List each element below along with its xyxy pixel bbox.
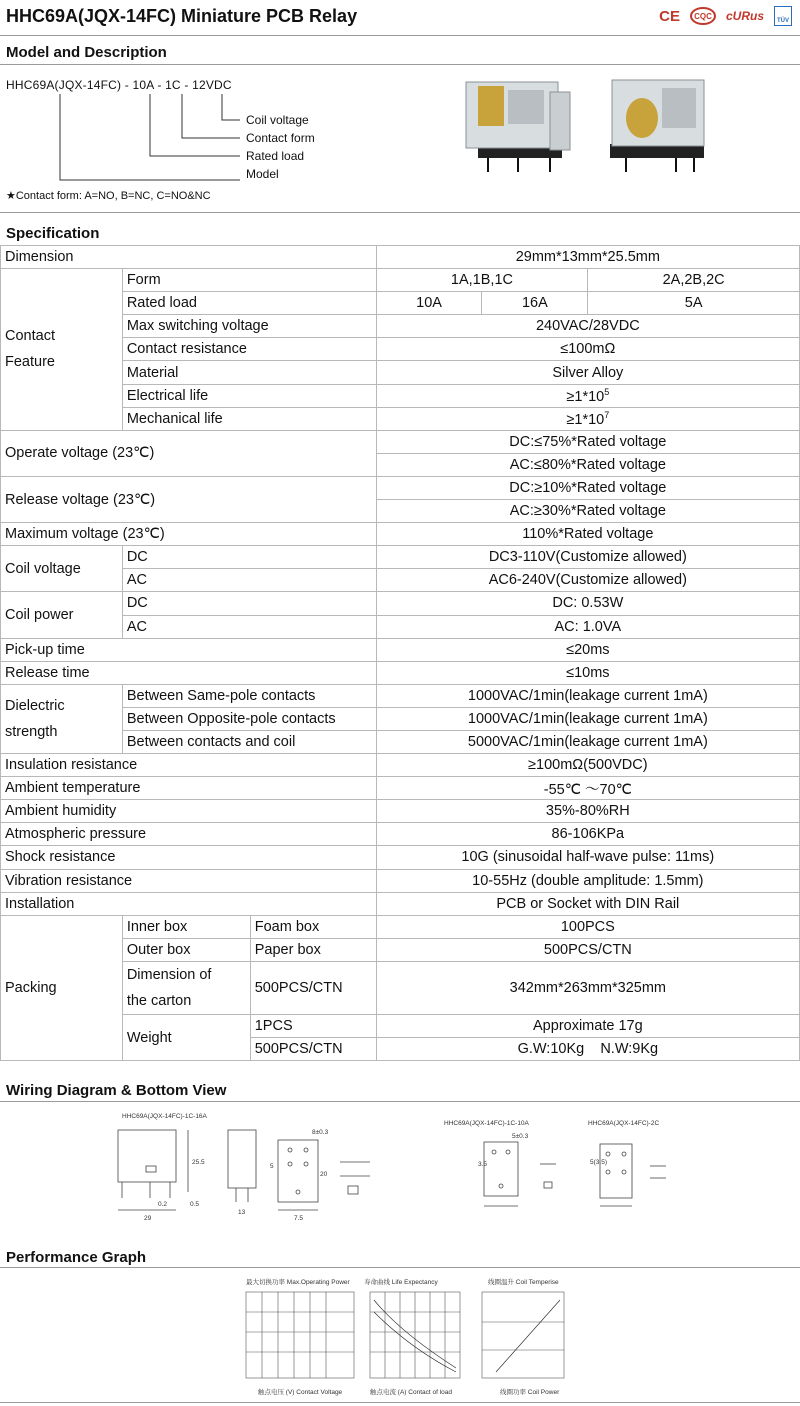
dim-label: 0.2 [158,1201,168,1208]
table-row [1,684,800,707]
spec-value: 100PCS [376,915,799,938]
spec-value: PCB or Socket with DIN Rail [376,892,799,915]
relay-photo-front [458,72,578,187]
table-row [1,430,800,453]
page-title: HHC69A(JQX-14FC) Miniature PCB Relay [6,6,358,26]
spec-sublabel: 500PCS/CTN [250,1038,376,1061]
spec-sublabel: Weight [122,1014,250,1060]
spec-sublabel: Dimension of the carton [122,961,250,1014]
spec-value: DC: 0.53W [376,592,799,615]
spec-value: 5A [588,292,800,315]
spec-label: Rated load [122,292,376,315]
spec-label-dielectric: Dielectric strength [1,684,123,753]
spec-value: ≤20ms [376,638,799,661]
dim-label: 5(3.5) [590,1159,607,1166]
spec-label: Installation [1,892,377,915]
ul-mark-icon: cURus [725,9,764,23]
spec-value: 240VAC/28VDC [376,315,799,338]
table-row [1,476,800,499]
graph-title: 最大切换功率 Max.Operating Power [246,1279,350,1286]
cqc-mark-icon: CQC [690,7,716,25]
spec-sublabel: Paper box [250,938,376,961]
legend-contact-form: Contact form [246,131,315,145]
spec-sublabel: 500PCS/CTN [250,961,376,1014]
spec-value: 342mm*263mm*325mm [376,961,799,1014]
spec-value: 10G (sinusoidal half-wave pulse: 11ms) [376,846,799,869]
spec-sublabel: Between contacts and coil [122,730,376,753]
spec-label: Maximum voltage (23℃) [1,523,377,546]
table-row [1,523,800,546]
spec-label: Contact resistance [122,338,376,361]
table-row [1,846,800,869]
spec-label: Electrical life [122,384,376,407]
certification-marks [659,6,792,26]
spec-label: Vibration resistance [1,869,377,892]
spec-label: Max switching voltage [122,315,376,338]
spec-label: Coil voltage [1,546,123,592]
section-title-model: Model and Description [6,44,167,61]
spec-value: $\ge 1*10^7$ [376,407,799,430]
table-row [1,915,800,938]
table-row [1,823,800,846]
spec-sublabel: Between Opposite-pole contacts [122,707,376,730]
spec-label: Release voltage (23℃) [1,476,377,522]
model-code-part: 12VDC [192,78,232,92]
dim-label: 20 [320,1171,328,1178]
dim-label: 13 [238,1209,246,1216]
spec-label: Ambient temperature [1,777,377,800]
section-title-wiring: Wiring Diagram & Bottom View [6,1082,227,1099]
table-row [1,269,800,292]
spec-value: AC:≤80%*Rated voltage [376,453,799,476]
spec-label: Coil power [1,592,123,638]
tuv-mark-icon: TÜV [774,6,792,26]
spec-label: Pick-up time [1,638,377,661]
spec-label: Dimension [1,246,377,269]
dim-label: 25.5 [192,1159,205,1166]
spec-value: AC6-240V(Customize allowed) [376,569,799,592]
legend-rated-load: Rated load [246,149,305,163]
section-title-spec: Specification [6,225,100,242]
spec-label: Insulation resistance [1,754,377,777]
spec-table [0,245,800,1061]
spec-sublabel: AC [122,569,376,592]
spec-value: 2A,2B,2C [588,269,800,292]
spec-label: Form [122,269,376,292]
spec-value: 10-55Hz (double amplitude: 1.5mm) [376,869,799,892]
dim-label: 0.5 [190,1201,200,1208]
model-code-sep: - [121,78,133,92]
diagram-caption: HHC69A(JQX-14FC)-2C [588,1120,660,1127]
dim-label: 8±0.3 [312,1129,329,1136]
spec-value: 10A [376,292,482,315]
diagram-caption: HHC69A(JQX-14FC)-1C-10A [444,1120,529,1127]
model-leader-lines [0,92,260,184]
dim-label: 5±0.3 [512,1133,529,1140]
spec-value: 110%*Rated voltage [376,523,799,546]
diagram-caption: HHC69A(JQX-14FC)-1C-16A [122,1113,207,1120]
graph-xlabel: 触点电压 (V) Contact Voltage [258,1389,343,1396]
performance-graphs [0,1272,800,1402]
spec-label: Shock resistance [1,846,377,869]
graph-title: 线圈温升 Coil Temperise [488,1279,559,1286]
graph-xlabel: 线圈功率 Coil Power [500,1389,560,1396]
spec-value: AC:≥30%*Rated voltage [376,500,799,523]
spec-sublabel: Between Same-pole contacts [122,684,376,707]
spec-label-contact-feature: Contact Feature [1,269,123,431]
spec-value: DC3-110V(Customize allowed) [376,546,799,569]
relay-photo-side [606,72,726,187]
spec-value: 16A [482,292,588,315]
model-code-sep: - [180,78,193,92]
spec-label: Ambient humidity [1,800,377,823]
table-row [1,246,800,269]
table-row [1,800,800,823]
table-row [1,869,800,892]
spec-label: Operate voltage (23℃) [1,430,377,476]
graph-title: 寿命曲线 Life Expectancy [364,1279,438,1286]
divider [0,212,800,213]
dim-label: 3.5 [478,1161,488,1168]
spec-sublabel: Outer box [122,938,250,961]
divider [0,1101,800,1102]
spec-value: ≤100mΩ [376,338,799,361]
contact-form-note: ★Contact form: A=NO, B=NC, C=NO&NC [6,190,211,202]
dim-label: 7.5 [294,1215,304,1222]
table-row [1,754,800,777]
spec-value: Silver Alloy [376,361,799,384]
graph-xlabel: 触点电流 (A) Contact of load [370,1389,452,1396]
model-code [6,78,232,92]
divider [0,1267,800,1268]
spec-value: 29mm*13mm*25.5mm [376,246,799,269]
spec-value: DC:≤75%*Rated voltage [376,430,799,453]
model-code-part: 10A [132,78,154,92]
spec-value: 1000VAC/1min(leakage current 1mA) [376,707,799,730]
spec-value: -55℃ ～70℃ [376,777,799,800]
divider [0,35,800,36]
spec-value: Approximate 17g [376,1014,799,1037]
spec-label: Release time [1,661,377,684]
spec-value: ≤10ms [376,661,799,684]
spec-sublabel: Inner box [122,915,250,938]
spec-value: 500PCS/CTN [376,938,799,961]
table-row [1,638,800,661]
dim-label: 29 [144,1215,152,1222]
spec-label: Atmospheric pressure [1,823,377,846]
spec-value: $\ge 1*10^5$ [376,384,799,407]
spec-value: ≥100mΩ(500VDC) [376,754,799,777]
table-row [1,661,800,684]
dim-label: 5 [270,1163,274,1170]
spec-label: Mechanical life [122,407,376,430]
spec-value: 1000VAC/1min(leakage current 1mA) [376,684,799,707]
spec-sublabel: DC [122,546,376,569]
legend-coil-voltage: Coil voltage [246,113,309,127]
section-title-performance: Performance Graph [6,1249,147,1266]
model-code-sep: - [153,78,166,92]
model-code-part: 1C [165,78,181,92]
table-row [1,892,800,915]
table-row [1,592,800,615]
model-code-part: HHC69A(JQX-14FC) [6,78,122,92]
spec-value: DC:≥10%*Rated voltage [376,476,799,499]
divider [0,1402,800,1403]
spec-sublabel: 1PCS [250,1014,376,1037]
spec-sublabel: Foam box [250,915,376,938]
spec-value: 5000VAC/1min(leakage current 1mA) [376,730,799,753]
spec-label: Material [122,361,376,384]
table-row [1,777,800,800]
table-row [1,546,800,569]
divider [0,64,800,65]
spec-sublabel: AC [122,615,376,638]
spec-value: 86-106KPa [376,823,799,846]
spec-label: Packing [1,915,123,1060]
spec-value: G.W:10Kg N.W:9Kg [376,1038,799,1061]
spec-value: 1A,1B,1C [376,269,588,292]
spec-value: 35%-80%RH [376,800,799,823]
ce-mark-icon: CE [659,7,680,25]
spec-sublabel: DC [122,592,376,615]
wiring-diagram [0,1106,800,1236]
legend-model: Model [246,167,279,181]
spec-value: AC: 1.0VA [376,615,799,638]
